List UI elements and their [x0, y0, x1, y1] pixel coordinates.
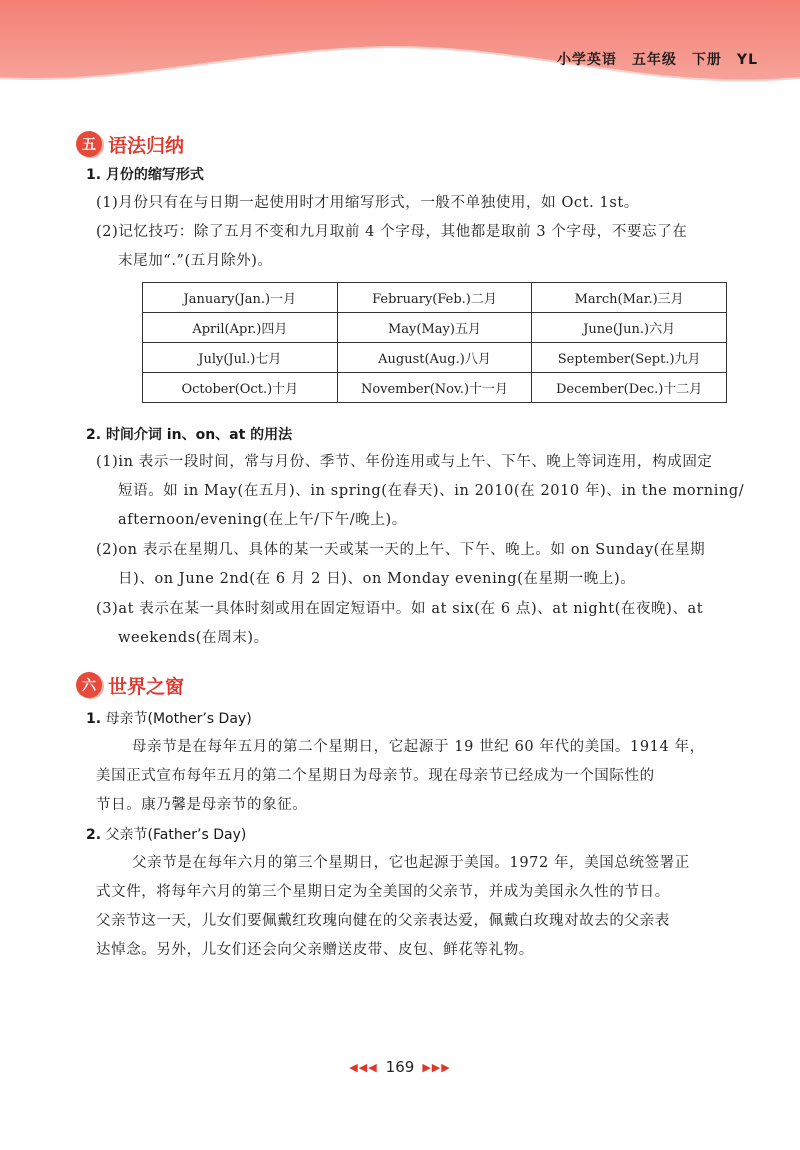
paragraph-line: 达悼念。另外，儿女们还会向父亲赠送皮带、皮包、鲜花等礼物。 — [96, 942, 534, 958]
table-cell: August(Aug.)八月 — [337, 343, 532, 373]
subheading-prepositions — [86, 424, 292, 444]
section-6-header — [76, 672, 184, 698]
paragraph-line: 父亲节是在每年六月的第三个星期日，它也起源于美国。1972 年，美国总统签署正 — [132, 855, 690, 871]
subheading-fathers-day — [86, 824, 246, 844]
table-row — [143, 343, 727, 373]
subheading-number: 2. — [86, 827, 102, 843]
paragraph-line: 式文件，将每年六月的第三个星期日定为全美国的父亲节，并成为美国永久性的节日。 — [96, 884, 670, 900]
subheading-mothers-day — [86, 708, 252, 728]
section-title: 语法归纳 — [108, 134, 185, 157]
paragraph-line: 母亲节是在每年五月的第二个星期日，它起源于 19 世纪 60 年代的美国。1914 年， — [132, 739, 705, 755]
paragraph-line: 父亲节这一天，儿女们要佩戴红玫瑰向健在的父亲表达爱，佩戴白玫瑰对故去的父亲表 — [96, 913, 670, 929]
paragraph-line: afternoon/evening(在上午/下午/晚上)。 — [118, 512, 407, 528]
table-cell: February(Feb.)二月 — [337, 283, 532, 313]
table-row — [143, 313, 727, 343]
subheading-number: 1. — [86, 711, 102, 727]
right-arrows-icon: ▶▶▶ — [422, 1060, 451, 1074]
table-row — [143, 283, 727, 313]
paragraph-line: (2)记忆技巧：除了五月不变和九月取前 4 个字母，其他都是取前 3 个字母，不要忘了在 — [96, 224, 688, 240]
month-abbreviation-table — [142, 282, 727, 403]
paragraph-line: 美国正式宣布每年五月的第二个星期日为母亲节。现在母亲节已经成为一个国际性的 — [96, 768, 655, 784]
section-number-badge: 六 — [76, 672, 102, 698]
section-5-header — [76, 131, 184, 157]
table-row — [143, 373, 727, 403]
table-cell: December(Dec.)十二月 — [532, 373, 727, 403]
paragraph-line: 末尾加“.”(五月除外)。 — [118, 253, 273, 269]
paragraph-line: 日)、on June 2nd(在 6 月 2 日)、on Monday evening(在星期一晚上)。 — [118, 571, 636, 587]
table-cell: July(Jul.)七月 — [143, 343, 338, 373]
table-cell: June(Jun.)六月 — [532, 313, 727, 343]
paragraph-line: (2)on 表示在星期几、具体的某一天或某一天的上午、下午、晚上。如 on Sunday(在星期 — [96, 542, 706, 558]
subheading-text: 母亲节(Mother’s Day) — [105, 711, 252, 727]
table-cell: October(Oct.)十月 — [143, 373, 338, 403]
paragraph-line: 短语。如 in May(在五月)、in spring(在春天)、in 2010(在 2010 年)、in the morning/ — [118, 483, 745, 499]
table-cell: April(Apr.)四月 — [143, 313, 338, 343]
subheading-text: 月份的缩写形式 — [105, 167, 204, 183]
subheading-text: 父亲节(Father’s Day) — [105, 827, 247, 843]
page-number: 169 — [385, 1058, 415, 1076]
table-cell: January(Jan.)一月 — [143, 283, 338, 313]
subheading-number: 1. — [86, 167, 102, 183]
paragraph-line: (3)at 表示在某一具体时刻或用在固定短语中。如 at six(在 6 点)、at night(在夜晚)、at — [96, 601, 704, 617]
table-cell: September(Sept.)九月 — [532, 343, 727, 373]
book-title: 小学英语 五年级 下册 YL — [556, 52, 758, 68]
page-footer — [0, 1055, 800, 1079]
table-cell: March(Mar.)三月 — [532, 283, 727, 313]
paragraph-line: 节日。康乃馨是母亲节的象征。 — [96, 797, 308, 813]
paragraph-line: weekends(在周末)。 — [118, 630, 269, 646]
subheading-text: 时间介词 in、on、at 的用法 — [105, 427, 293, 443]
section-title: 世界之窗 — [108, 675, 185, 698]
left-arrows-icon: ◀◀◀ — [349, 1060, 378, 1074]
subheading-number: 2. — [86, 427, 102, 443]
subheading-abbreviations — [86, 164, 204, 184]
table-cell: November(Nov.)十一月 — [337, 373, 532, 403]
table-cell: May(May)五月 — [337, 313, 532, 343]
paragraph-line: (1)月份只有在与日期一起使用时才用缩写形式，一般不单独使用，如 Oct. 1st。 — [96, 195, 639, 211]
paragraph-line: (1)in 表示一段时间，常与月份、季节、年份连用或与上午、下午、晚上等词连用，构成固定 — [96, 454, 713, 470]
section-number-badge: 五 — [76, 131, 102, 157]
